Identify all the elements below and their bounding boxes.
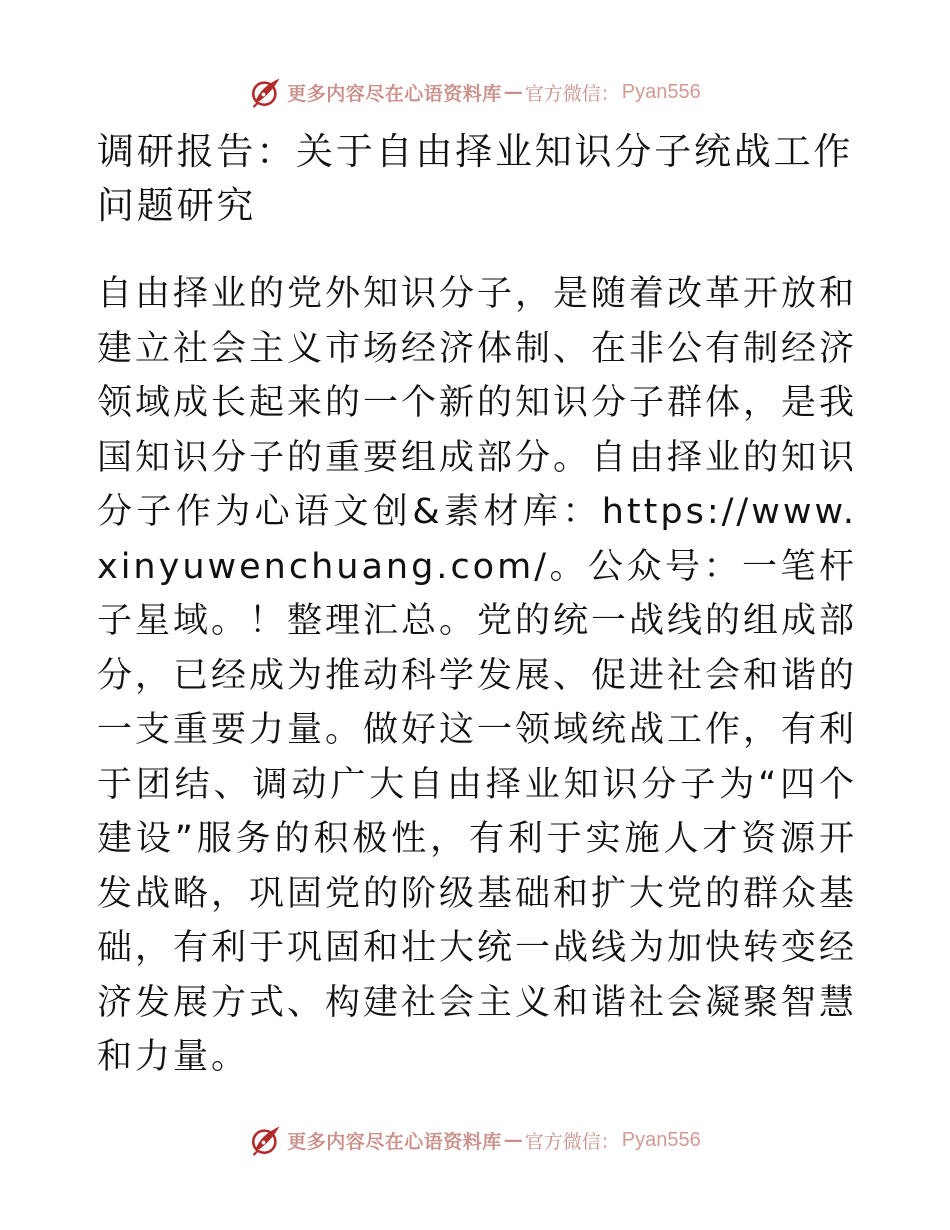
banner-wechat-id: Pyan556 — [621, 80, 701, 103]
banner-wechat-id: Pyan556 — [621, 1128, 701, 1151]
banner-dash: — — [503, 81, 523, 103]
document-body-paragraph: 自由择业的党外知识分子，是随着改革开放和建立社会主义市场经济体制、在非公有制经济领域成长起来的一个新的知识分子群体，是我国知识分子的重要组成部分。自由择业的知识分子作为心语文创&素材库：https://www.xinyuwenchuang.com/。公众号：一笔杆子星域。！整理汇总。党的统一战线的组成部分，已经成为推动科学发展、促进社会和谐的一支重要力量。做好这一领域统战工作，有利于团结、调动广大自由择业知识分子为“四个建设”服务的积极性，有利于实施人才资源开发战略，巩固党的阶级基础和扩大党的群众基础，有利于巩固和壮大统一战线为加快转变经济发展方式、构建社会主义和谐社会凝聚智慧和力量。 — [97, 274, 858, 1077]
document-title: 调研报告：关于自由择业知识分子统战工作问题研究 — [97, 130, 854, 227]
banner-main-text: 更多内容尽在心语资料库 — [287, 1130, 502, 1153]
document-content — [97, 125, 857, 1085]
pen-nib-logo-icon — [249, 1123, 283, 1157]
pen-nib-logo-icon — [249, 75, 283, 109]
footer-banner — [0, 1120, 950, 1160]
banner-official-label: 官方微信： — [524, 82, 620, 105]
banner-official-label: 官方微信： — [524, 1130, 620, 1153]
banner-dash: — — [503, 1129, 523, 1151]
banner-main-text: 更多内容尽在心语资料库 — [287, 82, 502, 105]
header-banner — [0, 72, 950, 112]
